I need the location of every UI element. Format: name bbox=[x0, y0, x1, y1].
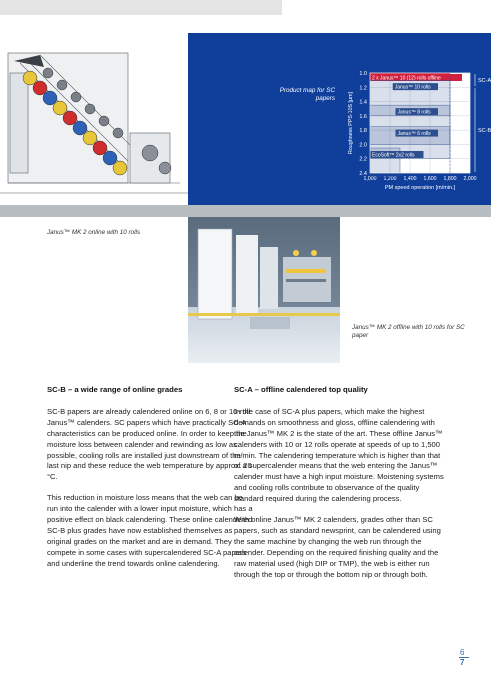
gray-band bbox=[0, 205, 491, 217]
section-sc-a-paragraph-1: In the case of SC-A plus papers, which make the highest demands on smoothness and gloss, offline calendering with the Janus™ MK 2 is the state of the art. These offline Janus™ calenders with 10 or 12 rolls operate at speeds of up to 1,500 m/min. The calendering temperature which is higher than that of a supercalender means that the web entering the Janus™ calender must have a high input moisture. Moistening systems and cooling rolls contribute to observance of the quality standard required during the calendering process. bbox=[234, 406, 444, 504]
chart-y-axis-label: Roughness PPS-10S [µm] bbox=[348, 92, 354, 154]
product-map-chart bbox=[340, 63, 491, 198]
top-band-gap bbox=[282, 0, 491, 15]
chart-y-tick-label: 2.4 bbox=[359, 171, 367, 177]
chart-series-label: EcoSoft™ 2x2 rolls bbox=[372, 152, 415, 159]
product-map-label: Product map for SC papers bbox=[279, 87, 335, 102]
caption-online: Janus™ MK 2 online with 10 rolls bbox=[47, 229, 141, 236]
chart-y-tick-label: 2.0 bbox=[359, 142, 367, 149]
chart-series-label: Janus™ 10 rolls bbox=[394, 84, 431, 91]
chart-x-tick-label: 1,800 bbox=[443, 176, 457, 182]
section-sc-b-paragraph-2: This reduction in moisture loss means that the web can be run into the calender with a lower input moisture, which has a positive effect on black calendering. These online calendered SC-B plus grades have now established themselves as original grades on the market and are in demand. They compete in some cases with supercalendered SC-A papers and underline the trend towards online calendering. bbox=[47, 493, 253, 568]
calender-machine-drawing bbox=[0, 33, 188, 205]
chart-y-tick-label: 1.8 bbox=[359, 128, 367, 135]
chart-y-tick-label: 2.2 bbox=[359, 156, 367, 163]
chart-y-tick-label: 1.0 bbox=[359, 71, 367, 77]
chart-x-tick-label: 1,200 bbox=[383, 176, 397, 182]
chart-x-axis-label: PM speed operation [m/min.] bbox=[384, 185, 456, 191]
chart-x-tick-label: 1,000 bbox=[363, 176, 377, 182]
chart-y-tick-label: 1.2 bbox=[359, 85, 367, 92]
chart-series-label: Janus™ 6 rolls bbox=[397, 130, 431, 137]
chart-zone-label: SC-B bbox=[478, 128, 491, 135]
section-sc-a-heading: SC-A – offline calendered top quality bbox=[234, 385, 368, 394]
chart-x-tick-label: 2,000 bbox=[463, 176, 477, 182]
section-sc-b bbox=[47, 385, 253, 580]
chart-series-label: Janus™ 8 rolls bbox=[397, 109, 431, 116]
section-sc-b-paragraph-1: SC-B papers are already calendered online on 6, 8 or 10-roll Janus™ calenders. SC papers which have practically SC-A characteristics can be produced online. In order to keep the moisture loss between calender and rewinding as low as possible, cooling rolls are installed just downstream of the last nip and these reduce the web temperature by approx. 20 °C. bbox=[47, 406, 252, 482]
caption-offline: Janus™ MK 2 offline with 10 rolls for SC paper bbox=[352, 324, 465, 339]
calender-illustration bbox=[0, 33, 188, 205]
chart-series-label: 2 x Janus™ 10 (12) rolls offline bbox=[372, 75, 441, 82]
section-sc-a bbox=[234, 385, 446, 591]
chart-x-tick-label: 1,600 bbox=[423, 176, 437, 182]
chart-y-tick-label: 1.6 bbox=[359, 113, 367, 120]
calender-photo bbox=[188, 217, 340, 363]
page-number-left: 6 bbox=[460, 648, 465, 657]
chart-x-tick-label: 1,400 bbox=[403, 176, 417, 182]
section-sc-b-heading: SC-B – a wide range of online grades bbox=[47, 385, 183, 394]
chart-zone-label: SC-A bbox=[478, 78, 491, 85]
section-sc-a-paragraph-2: With online Janus™ MK 2 calenders, grades other than SC papers, such as standard newsprint, can be calendered using the same machine by changing the web run through the calender. Depending on the required finishing quality and the raw material used (high DIP or TMP), the web is either run through the top or through the bottom nip or through both. bbox=[234, 515, 441, 579]
calender-hall-photo bbox=[188, 217, 340, 363]
chart-y-tick-label: 1.4 bbox=[359, 99, 367, 106]
page-number-right: 7 bbox=[460, 658, 465, 667]
